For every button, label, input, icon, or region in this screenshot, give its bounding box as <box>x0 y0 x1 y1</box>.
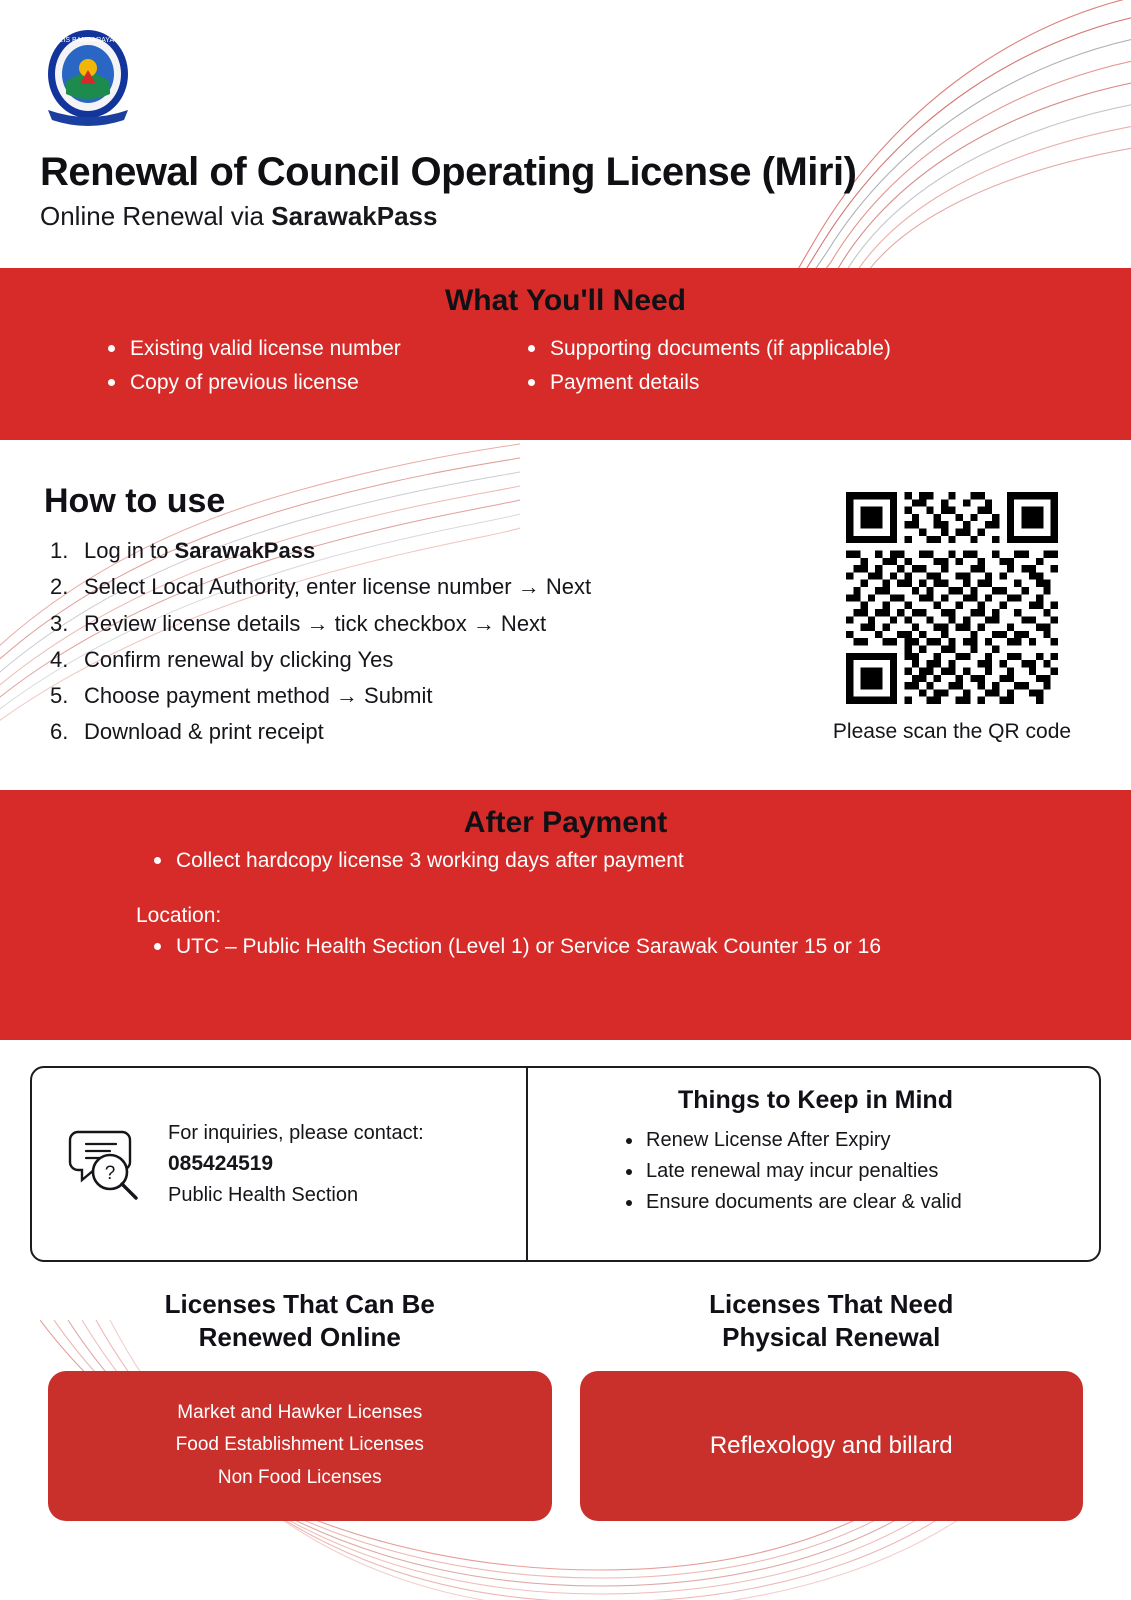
licenses-physical-card <box>580 1371 1084 1521</box>
keep-in-mind-box <box>528 1068 1099 1260</box>
contact-text <box>168 1118 424 1211</box>
after-payment-section <box>0 790 1131 1040</box>
step-text: Log in to <box>84 538 175 563</box>
what-you-need-heading: What You'll Need <box>444 284 687 317</box>
list-item: Download & print receipt <box>84 719 324 745</box>
contact-line-1: For inquiries, please contact: <box>168 1121 424 1144</box>
majlis-bandaraya-miri-crest-logo <box>40 24 136 128</box>
list-item: Late renewal may incur penalties <box>620 1156 1075 1187</box>
what-you-need-list-left <box>70 332 500 400</box>
how-to-use-section <box>44 482 744 751</box>
qr-block <box>817 492 1087 744</box>
keep-in-mind-heading: Things to Keep in Mind <box>678 1086 953 1114</box>
what-you-need-section <box>0 268 1131 440</box>
svg-text:MAJLIS BANDARAYA MIRI: MAJLIS BANDARAYA MIRI <box>45 37 131 44</box>
list-item: Ensure documents are clear & valid <box>620 1187 1075 1218</box>
qr-caption: Please scan the QR code <box>832 720 1072 743</box>
contact-box <box>32 1068 528 1260</box>
keep-in-mind-list <box>556 1125 1075 1219</box>
heading-line-1: Licenses That Need <box>709 1289 954 1319</box>
page-title: Renewal of Council Operating License (Miri) <box>40 150 857 194</box>
info-row <box>30 1066 1101 1262</box>
location-label: Location: <box>136 903 222 927</box>
after-payment-heading: After Payment <box>463 806 668 839</box>
heading-line-1: Licenses That Can Be <box>164 1289 435 1319</box>
qr-code-icon[interactable] <box>846 492 1058 704</box>
list-item: Confirm renewal by clicking Yes <box>84 646 394 672</box>
list-item: UTC – Public Health Section (Level 1) or Service Sarawak Counter 15 or 16 <box>140 930 1131 964</box>
list-item: Reflexology and billard <box>709 1431 953 1459</box>
list-item: Copy of previous license <box>100 366 500 400</box>
inquiry-search-icon <box>66 1120 150 1209</box>
contact-department: Public Health Section <box>168 1183 359 1206</box>
licenses-physical-heading <box>580 1288 1084 1355</box>
list-item: Renew License After Expiry <box>620 1125 1075 1156</box>
subtitle-brand: SarawakPass <box>271 200 438 231</box>
licenses-online-card <box>48 1371 552 1521</box>
step-bold: SarawakPass <box>174 538 316 563</box>
list-item: Select Local Authority, enter license number → Next <box>84 574 592 600</box>
license-columns <box>0 1288 1131 1521</box>
list-item: Market and Hawker Licenses <box>177 1401 423 1423</box>
how-to-use-heading: How to use <box>44 482 226 520</box>
after-payment-list <box>0 844 1131 878</box>
list-item: Existing valid license number <box>100 332 500 366</box>
list-item: Food Establishment Licenses <box>175 1434 424 1456</box>
svg-text:?: ? <box>104 1162 116 1184</box>
list-item <box>44 533 744 569</box>
contact-phone[interactable]: 085424519 <box>168 1152 274 1176</box>
list-item: Choose payment method → Submit <box>84 683 433 709</box>
how-to-use-steps <box>44 533 744 751</box>
list-item: Review license details → tick checkbox → Next <box>84 610 547 636</box>
heading-line-2: Physical Renewal <box>722 1322 941 1353</box>
what-you-need-list-right <box>520 332 1061 400</box>
title-block <box>40 150 1091 232</box>
after-payment-location-list <box>0 930 1131 964</box>
list-item: Payment details <box>520 366 1061 400</box>
licenses-physical-column <box>580 1288 1084 1521</box>
page-subtitle <box>40 201 1091 232</box>
licenses-online-column <box>48 1288 552 1521</box>
licenses-online-heading <box>48 1288 552 1355</box>
list-item: Collect hardcopy license 3 working days after payment <box>140 844 1131 878</box>
subtitle-prefix: Online Renewal via <box>40 200 272 231</box>
heading-line-2: Renewed Online <box>198 1322 401 1353</box>
list-item: Supporting documents (if applicable) <box>520 332 1061 366</box>
list-item: Non Food Licenses <box>217 1466 382 1488</box>
